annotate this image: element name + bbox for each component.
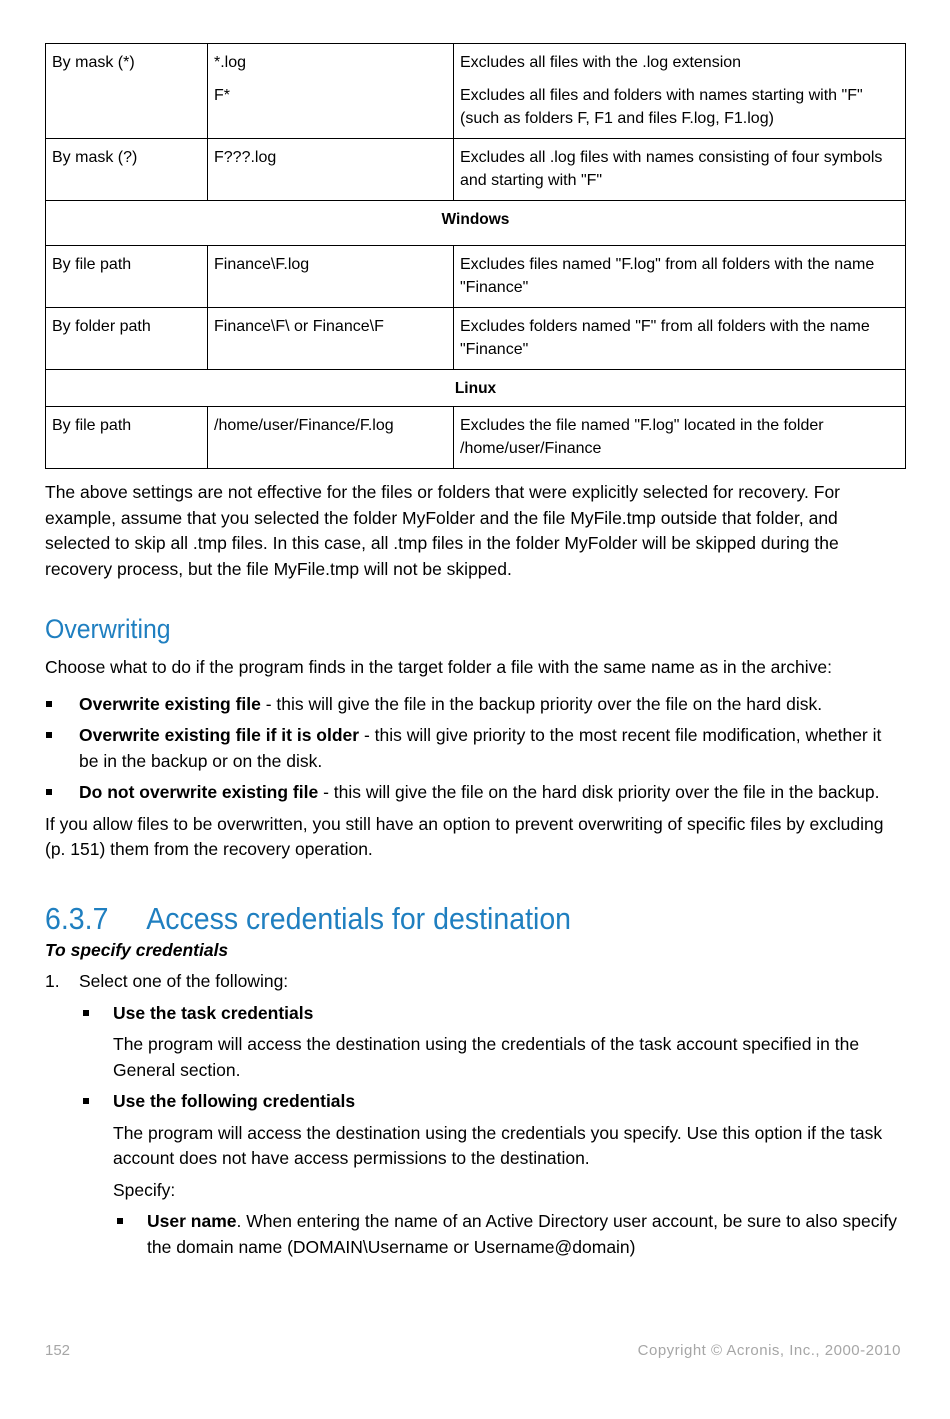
cell-line: Excludes all files and folders with names starting with "F" (such as folders F, F1 and files F.log, F1.log)	[460, 87, 863, 127]
credentials-heading	[45, 899, 836, 939]
section-windows: Windows	[46, 201, 906, 246]
bullet	[83, 1098, 89, 1104]
table-cell	[454, 44, 906, 139]
table-row	[46, 139, 906, 201]
procedure-title: To specify credentials	[45, 939, 229, 960]
step-number: 1.	[45, 971, 60, 991]
copyright: Copyright © Acronis, Inc., 2000-2010	[637, 1342, 901, 1359]
table-cell: Finance\F\ or Finance\F	[208, 308, 454, 370]
option-title: Overwrite existing file if it is older	[79, 725, 360, 745]
section-number: 6.3.7	[45, 900, 109, 936]
table-section-row	[46, 370, 906, 407]
paragraph-text: If you allow files to be overwritten, you still have an option to prevent overwriting of specific files by excluding (p. 151) them from the recovery operation.	[45, 813, 884, 859]
table-row	[46, 246, 906, 308]
field-description: . When entering the name of an Active Directory user account, be sure to also specify the domain name (DOMAIN\Username or Username@domain)	[147, 1211, 897, 1257]
list-item	[45, 692, 905, 718]
cell-line: F*	[214, 87, 230, 104]
table-row	[46, 407, 906, 469]
table-section-row	[46, 201, 906, 246]
table-cell: By file path	[46, 246, 208, 308]
bullet	[117, 1218, 123, 1224]
page-number: 152	[45, 1342, 71, 1359]
section-title: Access credentials for destination	[146, 900, 572, 936]
cell-line: *.log	[214, 54, 247, 71]
table-cell: Excludes all .log files with names consisting of four symbols and starting with "F"	[454, 139, 906, 201]
option-description: The program will access the destination using the credentials of the task account specified in the General section.	[113, 1034, 860, 1080]
table-cell: By mask (*)	[46, 44, 208, 139]
table-cell: By mask (?)	[46, 139, 208, 201]
table-cell: By file path	[46, 407, 208, 469]
section-linux: Linux	[46, 370, 906, 407]
option-task-credentials	[45, 1001, 905, 1084]
option-text: - this will give the file in the backup priority over the file on the hard disk.	[260, 693, 823, 714]
step-text: Select one of the following:	[79, 971, 289, 991]
table-row	[46, 308, 906, 370]
paragraph: Choose what to do if the program finds in the target folder a file with the same name as in the archive:	[45, 657, 832, 677]
exclusion-table	[45, 43, 906, 469]
cell-line: Excludes all files with the .log extension	[460, 54, 742, 71]
bullet	[83, 1010, 89, 1016]
table-cell: Excludes files named "F.log" from all folders with the name "Finance"	[454, 246, 906, 308]
page-content	[45, 43, 905, 1260]
overwrite-options-list	[45, 692, 905, 806]
table-row	[46, 44, 906, 139]
option-title: Use the task credentials	[113, 1002, 314, 1023]
paragraph	[45, 812, 905, 863]
option-title: Do not overwrite existing file	[79, 782, 319, 802]
table-cell: /home/user/Finance/F.log	[208, 407, 454, 469]
table-cell: Finance\F.log	[208, 246, 454, 308]
step-1	[45, 969, 905, 995]
option-following-credentials	[45, 1089, 905, 1260]
option-text: - this will give priority to the most recent file modification, whether it be in the backup or on the disk.	[79, 725, 882, 771]
user-name-item	[79, 1209, 905, 1260]
list-item	[45, 780, 905, 806]
table-cell: Excludes folders named "F" from all folders with the name "Finance"	[454, 308, 906, 370]
paragraph: The above settings are not effective for the files or folders that were explicitly selected for recovery. For example, assume that you selected the folder MyFolder and the file MyFile.tmp outside that folder, and selected to skip all .tmp files. In this case, all .tmp files in the folder MyFolder will be skipped during the recovery process, but the file MyFile.tmp will not be skipped.	[45, 482, 841, 579]
table-cell: F???.log	[208, 139, 454, 201]
option-title: Overwrite existing file	[79, 693, 261, 714]
overwriting-heading: Overwriting	[45, 614, 171, 644]
field-title: User name	[147, 1211, 237, 1231]
sub-item	[79, 1001, 905, 1027]
list-item	[45, 723, 905, 774]
option-title: Use the following credentials	[113, 1091, 356, 1111]
option-description: The program will access the destination using the credentials you specify. Use this option if the task account does not have access permissions to the destination.	[113, 1122, 883, 1168]
table-cell: By folder path	[46, 308, 208, 370]
sub-item	[113, 1209, 905, 1260]
sub-item	[79, 1089, 905, 1115]
option-text: - this will give the file on the hard disk priority over the file in the backup.	[318, 782, 880, 802]
table-cell: Excludes the file named "F.log" located in the folder /home/user/Finance	[454, 407, 906, 469]
table-cell	[208, 44, 454, 139]
specify-label: Specify:	[113, 1179, 176, 1200]
